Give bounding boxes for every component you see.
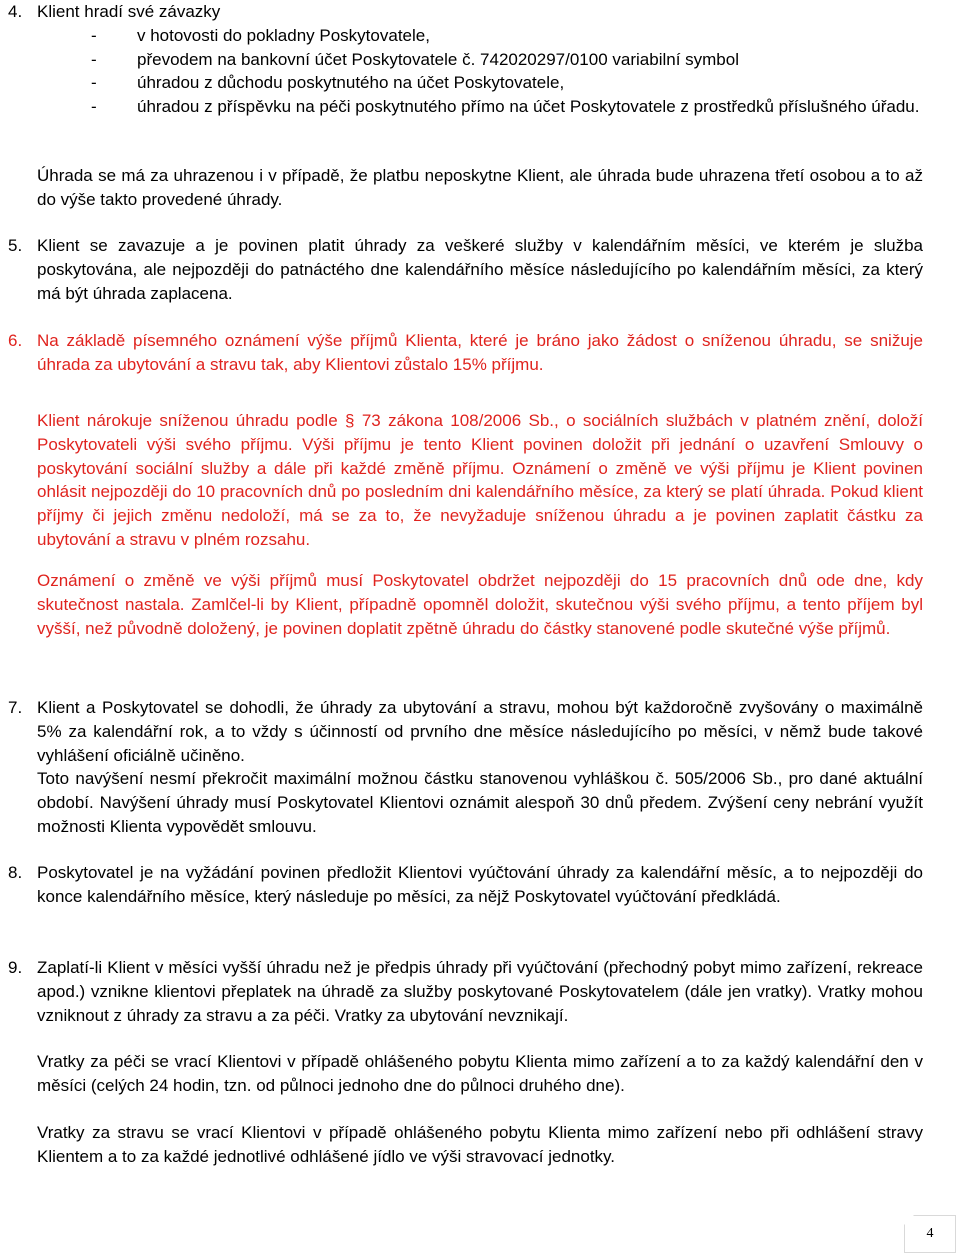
- section-5: [8, 234, 923, 305]
- section-8: [8, 861, 923, 909]
- section-text: Klient se zavazuje a je povinen platit úhrady za veškeré služby v kalendářním měsíci, ve kterém je služba poskytována, ale nejpozději do patnáctého dne kalendářního měsíce následujícího po kalendářním měsíci, za který má být úhrada zaplacena.: [37, 236, 923, 303]
- page-number: [904, 1215, 956, 1253]
- section-number: 7.: [8, 698, 23, 717]
- section-number: 6.: [8, 331, 23, 350]
- list-item: - v hotovosti do pokladny Poskytovatele,: [91, 25, 430, 45]
- section-4: [8, 0, 923, 119]
- section-9-paragraph-2: Vratky za péči se vrací Klientovi v případě ohlášeného pobytu Klienta mimo zařízení a to za každý kalendářní den v měsíci (celých 24 hodin, tzn. od půlnoci jednoho dne do půlnoci druhého dne).: [37, 1052, 923, 1095]
- section-text: Na základě písemného oznámení výše příjmů Klienta, které je bráno jako žádost o sníženou úhradu, se snižuje úhrada za ubytování a stravu tak, aby Klientovi zůstalo 15% příjmu.: [37, 331, 923, 374]
- section-number: 8.: [8, 863, 23, 882]
- section-6-paragraph-3: Oznámení o změně ve výši příjmů musí Poskytovatel obdržet nejpozději do 15 pracovních dnů ode dne, kdy skutečnost nastala. Zamlčel-li by Klient, případně opomněl doložit, skutečnou výši svého příjmu, a tento příjem byl vyšší, než původně doložený, je povinen doplatit zpětně úhradu do částky stanovené podle skutečné výše příjmů.: [37, 571, 923, 638]
- section-text-continued: Toto navýšení nesmí překročit maximální možnou částku stanovenou vyhláškou č. 505/2006 Sb., pro dané aktuální období. Navýšení úhrady musí Poskytovatel Klientovi oznámit alespoň 30 dnů předem. Zvýšení ceny nebrání využít možnosti Klienta vypovědět smlouvu.: [37, 769, 923, 836]
- list-item: - úhradou z důchodu poskytnutého na účet Poskytovatele,: [91, 73, 565, 93]
- section-text: Poskytovatel je na vyžádání povinen předložit Klientovi vyúčtování úhrady za kalendářní měsíc, a to nejpozději do konce kalendářního měsíce, který následuje po měsíci, za nějž Poskytovatel vyúčtování předkládá.: [37, 863, 923, 906]
- section-text: Zaplatí-li Klient v měsíci vyšší úhradu než je předpis úhrady při vyúčtování (přechodný pobyt mimo zařízení, rekreace apod.) vznikne klientovi přeplatek na úhradě za služby poskytované Poskytovatelem (dále jen vratky). Vratky mohou vzniknout z úhrady za stravu a za péči. Vratky za ubytování nevznikají.: [37, 958, 923, 1025]
- list-item: - úhradou z příspěvku na péči poskytnutého přímo na účet Poskytovatele z prostředků příslušného úřadu.: [91, 97, 920, 117]
- list-item: - převodem na bankovní účet Poskytovatele č. 742020297/0100 variabilní symbol: [91, 49, 739, 69]
- section-9-paragraph-3: Vratky za stravu se vrací Klientovi v případě ohlášeného pobytu Klienta mimo zařízení nebo při odhlášení stravy Klientem a to za každé jednotlivé odhlášené jídlo ve výši stravovací jednotky.: [37, 1123, 923, 1166]
- section-number: 9.: [8, 958, 23, 977]
- payment-note: Úhrada se má za uhrazenou i v případě, že platbu neposkytne Klient, ale úhrada bude uhrazena třetí osobou a to až do výše takto provedené úhrady.: [37, 166, 923, 209]
- page-number-label: 4: [926, 1226, 934, 1242]
- section-7: [8, 696, 923, 839]
- section-number: 4.: [8, 2, 23, 21]
- section-text: Klient a Poskytovatel se dohodli, že úhrady za ubytování a stravu, mohou být každoročně zvyšovány o maximálně 5% za kalendářní rok, a to vždy s účinností od prvního dne měsíce následujícího po měsíci, v němž bude takové vyhlášení oficiálně učiněno.: [37, 698, 923, 765]
- section-9: [8, 956, 923, 1027]
- section-number: 5.: [8, 236, 23, 255]
- section-heading: Klient hradí své závazky: [37, 2, 221, 21]
- section-6-paragraph-2: Klient nárokuje sníženou úhradu podle § 73 zákona 108/2006 Sb., o sociálních službách v platném znění, doloží Poskytovateli výši svého příjmu. Výši příjmu je tento Klient povinen doložit při jednání o uzavření Smlouvy o poskytování sociální služby a dále při každé změně příjmu. Oznámení o změně ve výši příjmu je Klient povinen ohlásit nejpozději do 10 pracovních dnů po posledním dni kalendářního měsíce, za který se platí úhrada. Pokud klient příjmy či jejich změnu nedoloží, má se za to, že nevyžaduje sníženou úhradu a je povinen zaplatit částku za ubytování a stravu v plném rozsahu.: [37, 411, 923, 549]
- section-6: [8, 329, 923, 377]
